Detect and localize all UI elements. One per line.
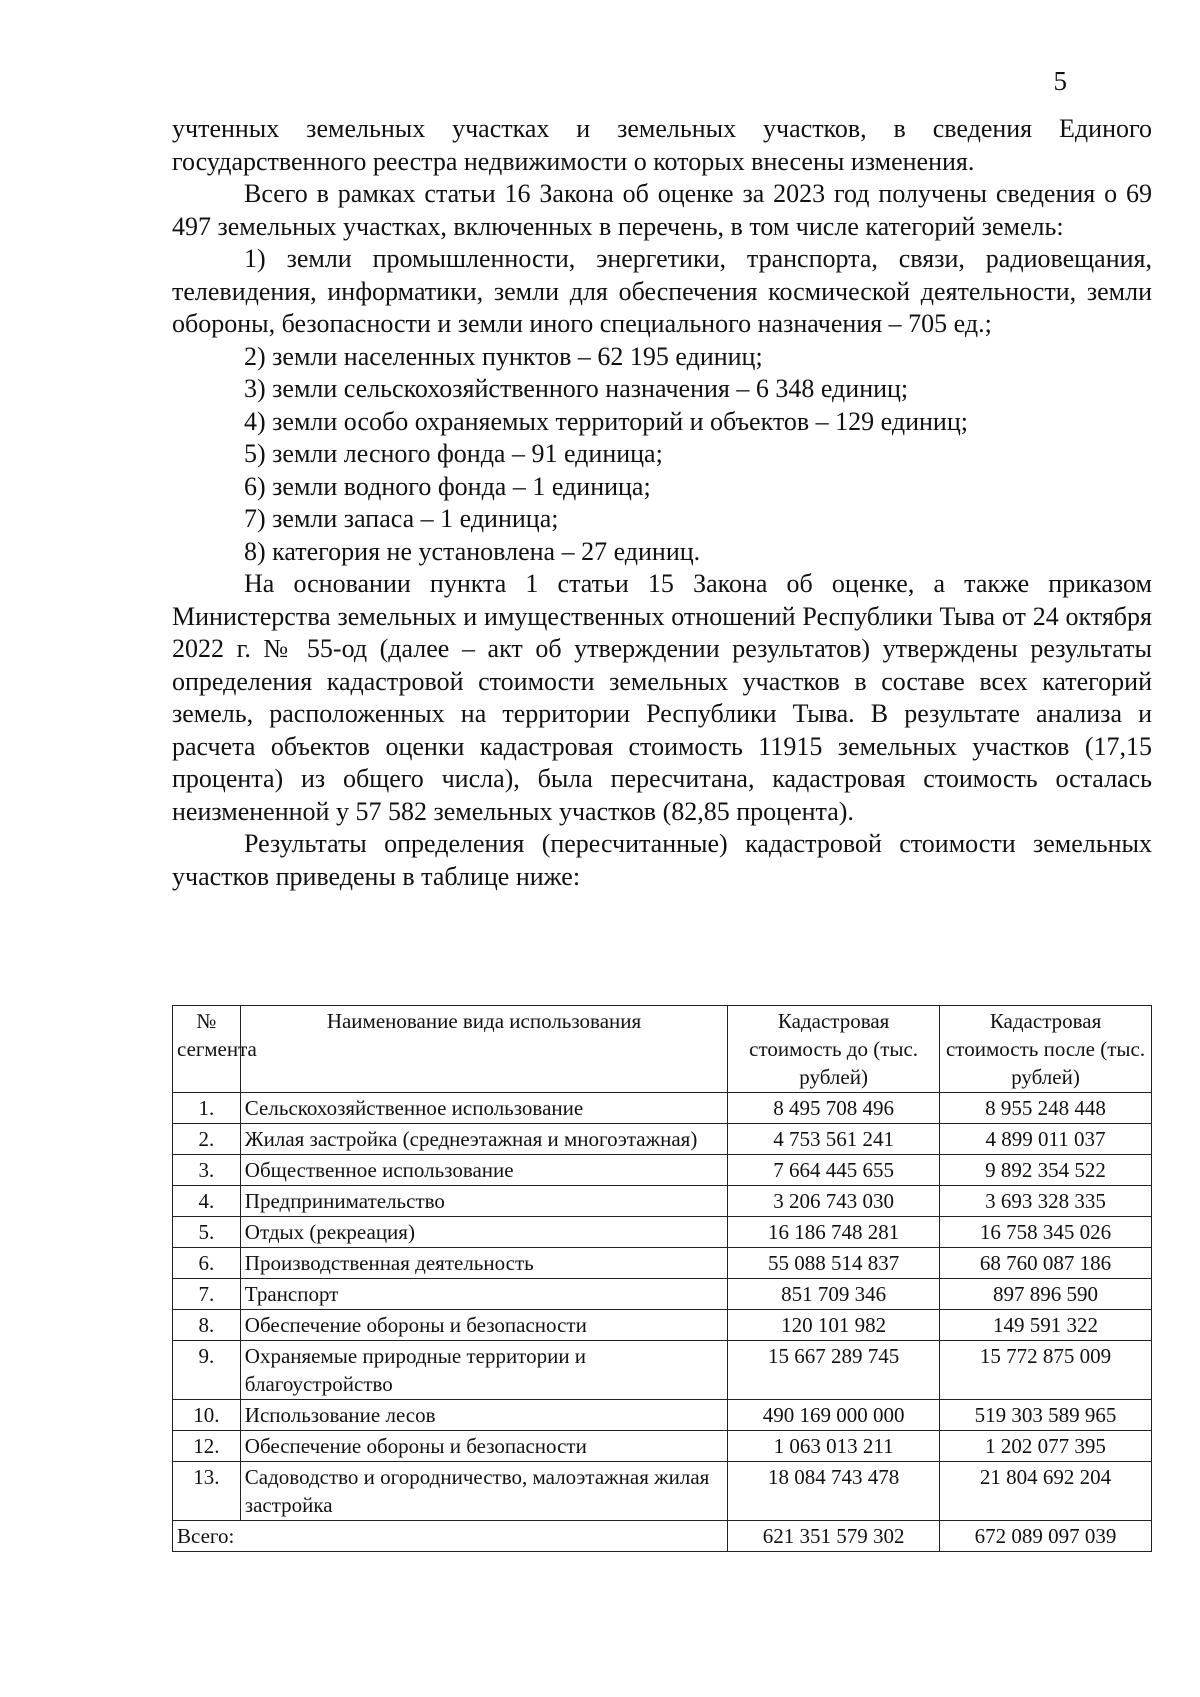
row-number: 3. xyxy=(173,1155,241,1186)
row-value-after: 16 758 345 026 xyxy=(940,1217,1152,1248)
page-number: 5 xyxy=(1053,66,1067,96)
list-item: 2) земли населенных пунктов – 62 195 единиц; xyxy=(244,341,763,371)
row-number: 12. xyxy=(173,1431,241,1462)
row-number: 2. xyxy=(173,1124,241,1155)
row-number: 9. xyxy=(173,1341,241,1400)
row-use-type: Охраняемые природные территории и благоустройство xyxy=(240,1341,727,1400)
cadastral-value-table xyxy=(172,1005,1152,1552)
table-row xyxy=(173,1400,1152,1431)
paragraph-basis: На основании пункта 1 статьи 15 Закона об оценке, а также приказом Министерства земельных и имущественных отношений Республики Тыва от 24 октября 2022 г. № 55-од (далее – акт об утверждении результатов) утверждены результаты определения кадастровой стоимости земельных участков в составе всех категорий земель, расположенных на территории Республики Тыва. В результате анализа и расчета объектов оценки кадастровая стоимость 11915 земельных участков (17,15 процента) из общего числа), была пересчитана, кадастровая стоимость осталась неизмененной у 57 582 земельных участков (82,85 процента). xyxy=(172,569,1152,826)
table-row xyxy=(173,1093,1152,1124)
paragraph-results-intro: Результаты определения (пересчитанные) кадастровой стоимости земельных участков приведены в таблице ниже: xyxy=(172,829,1152,891)
table-row xyxy=(173,1341,1152,1400)
row-value-before: 120 101 982 xyxy=(728,1310,940,1341)
row-number: 7. xyxy=(173,1279,241,1310)
row-number: 8. xyxy=(173,1310,241,1341)
header-segment-number: № сегмента xyxy=(173,1006,241,1093)
total-label: Всего: xyxy=(173,1521,728,1552)
row-use-type: Общественное использование xyxy=(240,1155,727,1186)
row-value-before: 8 495 708 496 xyxy=(728,1093,940,1124)
row-use-type: Производственная деятельность xyxy=(240,1248,727,1279)
table-row xyxy=(173,1248,1152,1279)
row-number: 6. xyxy=(173,1248,241,1279)
row-value-after: 15 772 875 009 xyxy=(940,1341,1152,1400)
list-item: 3) земли сельскохозяйственного назначения – 6 348 единиц; xyxy=(244,374,909,403)
row-value-before: 7 664 445 655 xyxy=(728,1155,940,1186)
list-item: 1) земли промышленности, энергетики, транспорта, связи, радиовещания, телевидения, информатики, земли для обеспечения космической деятельности, земли обороны, безопасности и земли иного специального назначения – 705 ед.; xyxy=(172,244,1152,338)
row-number: 4. xyxy=(173,1186,241,1217)
row-number: 10. xyxy=(173,1400,241,1431)
paragraph-total-plots: Всего в рамках статьи 16 Закона об оценке за 2023 год получены сведения о 69 497 земельных участках, включенных в перечень, в том числе категорий земель: xyxy=(172,179,1152,241)
row-use-type: Жилая застройка (среднеэтажная и многоэтажная) xyxy=(240,1124,727,1155)
table-row xyxy=(173,1310,1152,1341)
table-row xyxy=(173,1279,1152,1310)
row-use-type: Садоводство и огородничество, малоэтажная жилая застройка xyxy=(240,1462,727,1521)
paragraph-continuation: учтенных земельных участках и земельных участков, в сведения Единого государственного реестра недвижимости о которых внесены изменения. xyxy=(172,114,1152,176)
row-value-before: 3 206 743 030 xyxy=(728,1186,940,1217)
table-row xyxy=(173,1186,1152,1217)
row-value-after: 149 591 322 xyxy=(940,1310,1152,1341)
table-header-row xyxy=(173,1006,1152,1093)
header-value-before: Кадастровая стоимость до (тыс. рублей) xyxy=(728,1006,940,1093)
header-value-after: Кадастровая стоимость после (тыс. рублей) xyxy=(940,1006,1152,1093)
list-item: 5) земли лесного фонда – 91 единица; xyxy=(244,439,663,468)
row-value-after: 3 693 328 335 xyxy=(940,1186,1152,1217)
row-value-after: 519 303 589 965 xyxy=(940,1400,1152,1431)
row-value-after: 9 892 354 522 xyxy=(940,1155,1152,1186)
total-value-after: 672 089 097 039 xyxy=(940,1521,1152,1552)
row-number: 13. xyxy=(173,1462,241,1521)
row-value-before: 55 088 514 837 xyxy=(728,1248,940,1279)
table-row xyxy=(173,1462,1152,1521)
list-item: 7) земли запаса – 1 единица; xyxy=(244,504,559,533)
row-value-after: 897 896 590 xyxy=(940,1279,1152,1310)
row-number: 5. xyxy=(173,1217,241,1248)
body-text xyxy=(172,113,1152,893)
row-use-type: Предпринимательство xyxy=(240,1186,727,1217)
header-use-type: Наименование вида использования xyxy=(240,1006,727,1093)
row-use-type: Обеспечение обороны и безопасности xyxy=(240,1310,727,1341)
row-use-type: Отдых (рекреация) xyxy=(240,1217,727,1248)
row-value-after: 4 899 011 037 xyxy=(940,1124,1152,1155)
total-value-before: 621 351 579 302 xyxy=(728,1521,940,1552)
table-row xyxy=(173,1124,1152,1155)
row-value-before: 16 186 748 281 xyxy=(728,1217,940,1248)
row-value-after: 1 202 077 395 xyxy=(940,1431,1152,1462)
list-item: 8) категория не установлена – 27 единиц. xyxy=(244,536,701,566)
row-value-before: 851 709 346 xyxy=(728,1279,940,1310)
table-row xyxy=(173,1431,1152,1462)
row-value-before: 490 169 000 000 xyxy=(728,1400,940,1431)
row-number: 1. xyxy=(173,1093,241,1124)
row-use-type: Транспорт xyxy=(240,1279,727,1310)
row-use-type: Обеспечение обороны и безопасности xyxy=(240,1431,727,1462)
row-value-before: 4 753 561 241 xyxy=(728,1124,940,1155)
list-item: 4) земли особо охраняемых территорий и объектов – 129 единиц; xyxy=(244,406,968,436)
row-value-after: 21 804 692 204 xyxy=(940,1462,1152,1521)
table-total-row xyxy=(173,1521,1152,1552)
row-value-before: 15 667 289 745 xyxy=(728,1341,940,1400)
table-row xyxy=(173,1155,1152,1186)
table-row xyxy=(173,1217,1152,1248)
row-value-before: 18 084 743 478 xyxy=(728,1462,940,1521)
row-value-after: 8 955 248 448 xyxy=(940,1093,1152,1124)
row-use-type: Использование лесов xyxy=(240,1400,727,1431)
row-use-type: Сельскохозяйственное использование xyxy=(240,1093,727,1124)
row-value-before: 1 063 013 211 xyxy=(728,1431,940,1462)
row-value-after: 68 760 087 186 xyxy=(940,1248,1152,1279)
list-item: 6) земли водного фонда – 1 единица; xyxy=(244,471,651,501)
